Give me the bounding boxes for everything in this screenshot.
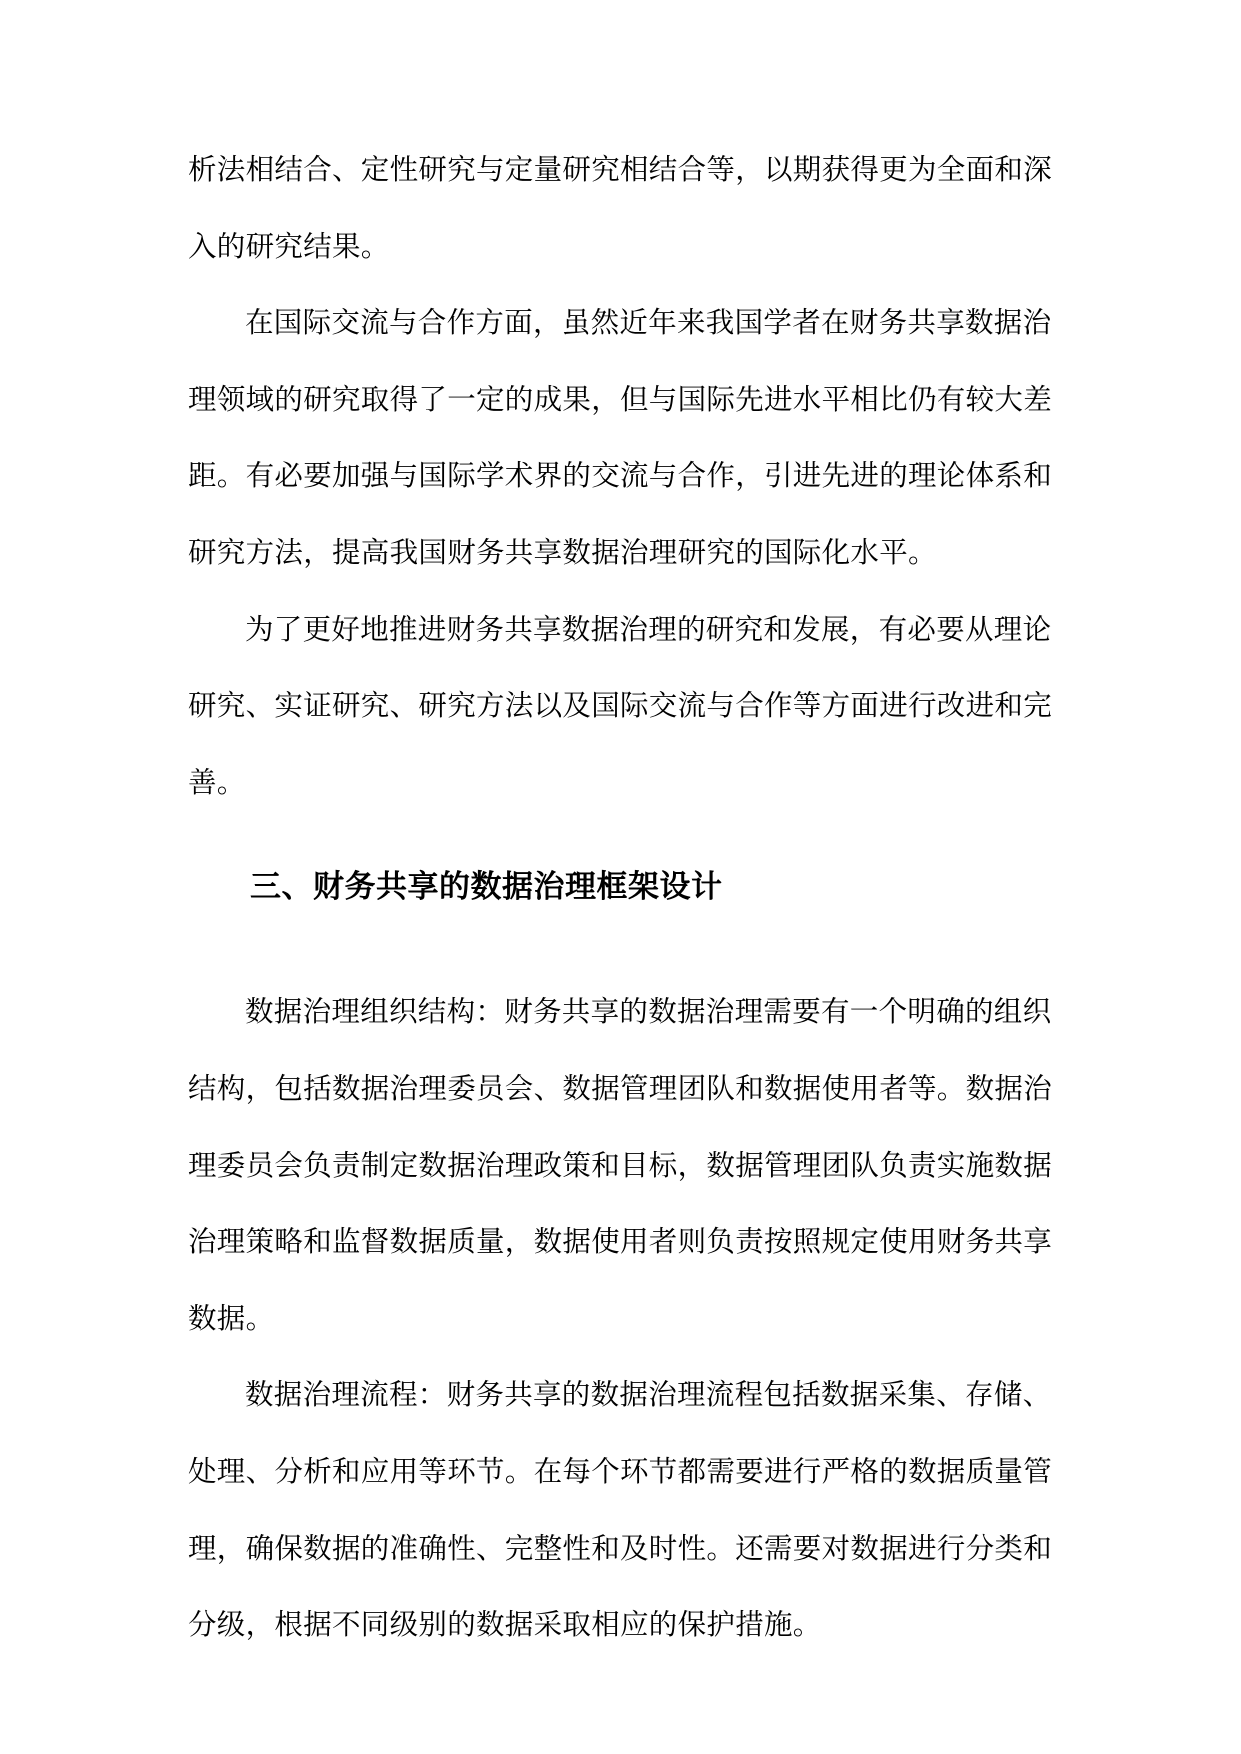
text-line: 分级，根据不同级别的数据采取相应的保护措施。 (188, 1608, 822, 1642)
text-line: 善。 (188, 765, 246, 799)
document-body (188, 142, 1068, 1674)
paragraph-governance-organization (188, 984, 1068, 1367)
section-heading: 三、财务共享的数据治理框架设计 (250, 869, 723, 906)
text-line: 入的研究结果。 (188, 229, 390, 263)
text-line: 处理、分析和应用等环节。在每个环节都需要进行严格的数据质量管 (188, 1454, 1053, 1488)
text-line: 研究方法，提高我国财务共享数据治理研究的国际化水平。 (188, 535, 937, 569)
paragraph-governance-process (188, 1367, 1068, 1673)
text-line: 数据治理组织结构：财务共享的数据治理需要有一个明确的组织 (245, 995, 1052, 1029)
paragraph-improvement-summary (188, 602, 1068, 832)
text-line: 距。有必要加强与国际学术界的交流与合作，引进先进的理论体系和 (188, 459, 1053, 493)
text-line: 研究、实证研究、研究方法以及国际交流与合作等方面进行改进和完 (188, 689, 1053, 723)
text-line: 数据。 (188, 1301, 275, 1335)
text-line: 数据治理流程：财务共享的数据治理流程包括数据采集、存储、 (245, 1378, 1052, 1412)
text-line: 治理策略和监督数据质量，数据使用者则负责按照规定使用财务共享 (188, 1225, 1053, 1259)
text-line: 在国际交流与合作方面，虽然近年来我国学者在财务共享数据治 (245, 306, 1052, 340)
paragraph-international-cooperation (188, 295, 1068, 601)
text-line: 理委员会负责制定数据治理政策和目标，数据管理团队负责实施数据 (188, 1148, 1053, 1182)
text-line: 析法相结合、定性研究与定量研究相结合等，以期获得更为全面和深 (188, 153, 1053, 186)
text-line: 理领域的研究取得了一定的成果，但与国际先进水平相比仍有较大差 (188, 382, 1053, 416)
section-heading-block (188, 831, 1068, 984)
text-line: 为了更好地推进财务共享数据治理的研究和发展，有必要从理论 (245, 612, 1052, 646)
text-line: 理，确保数据的准确性、完整性和及时性。还需要对数据进行分类和 (188, 1531, 1053, 1565)
text-line: 结构，包括数据治理委员会、数据管理团队和数据使用者等。数据治 (188, 1071, 1053, 1105)
paragraph-research-methods-continued (188, 142, 1068, 295)
